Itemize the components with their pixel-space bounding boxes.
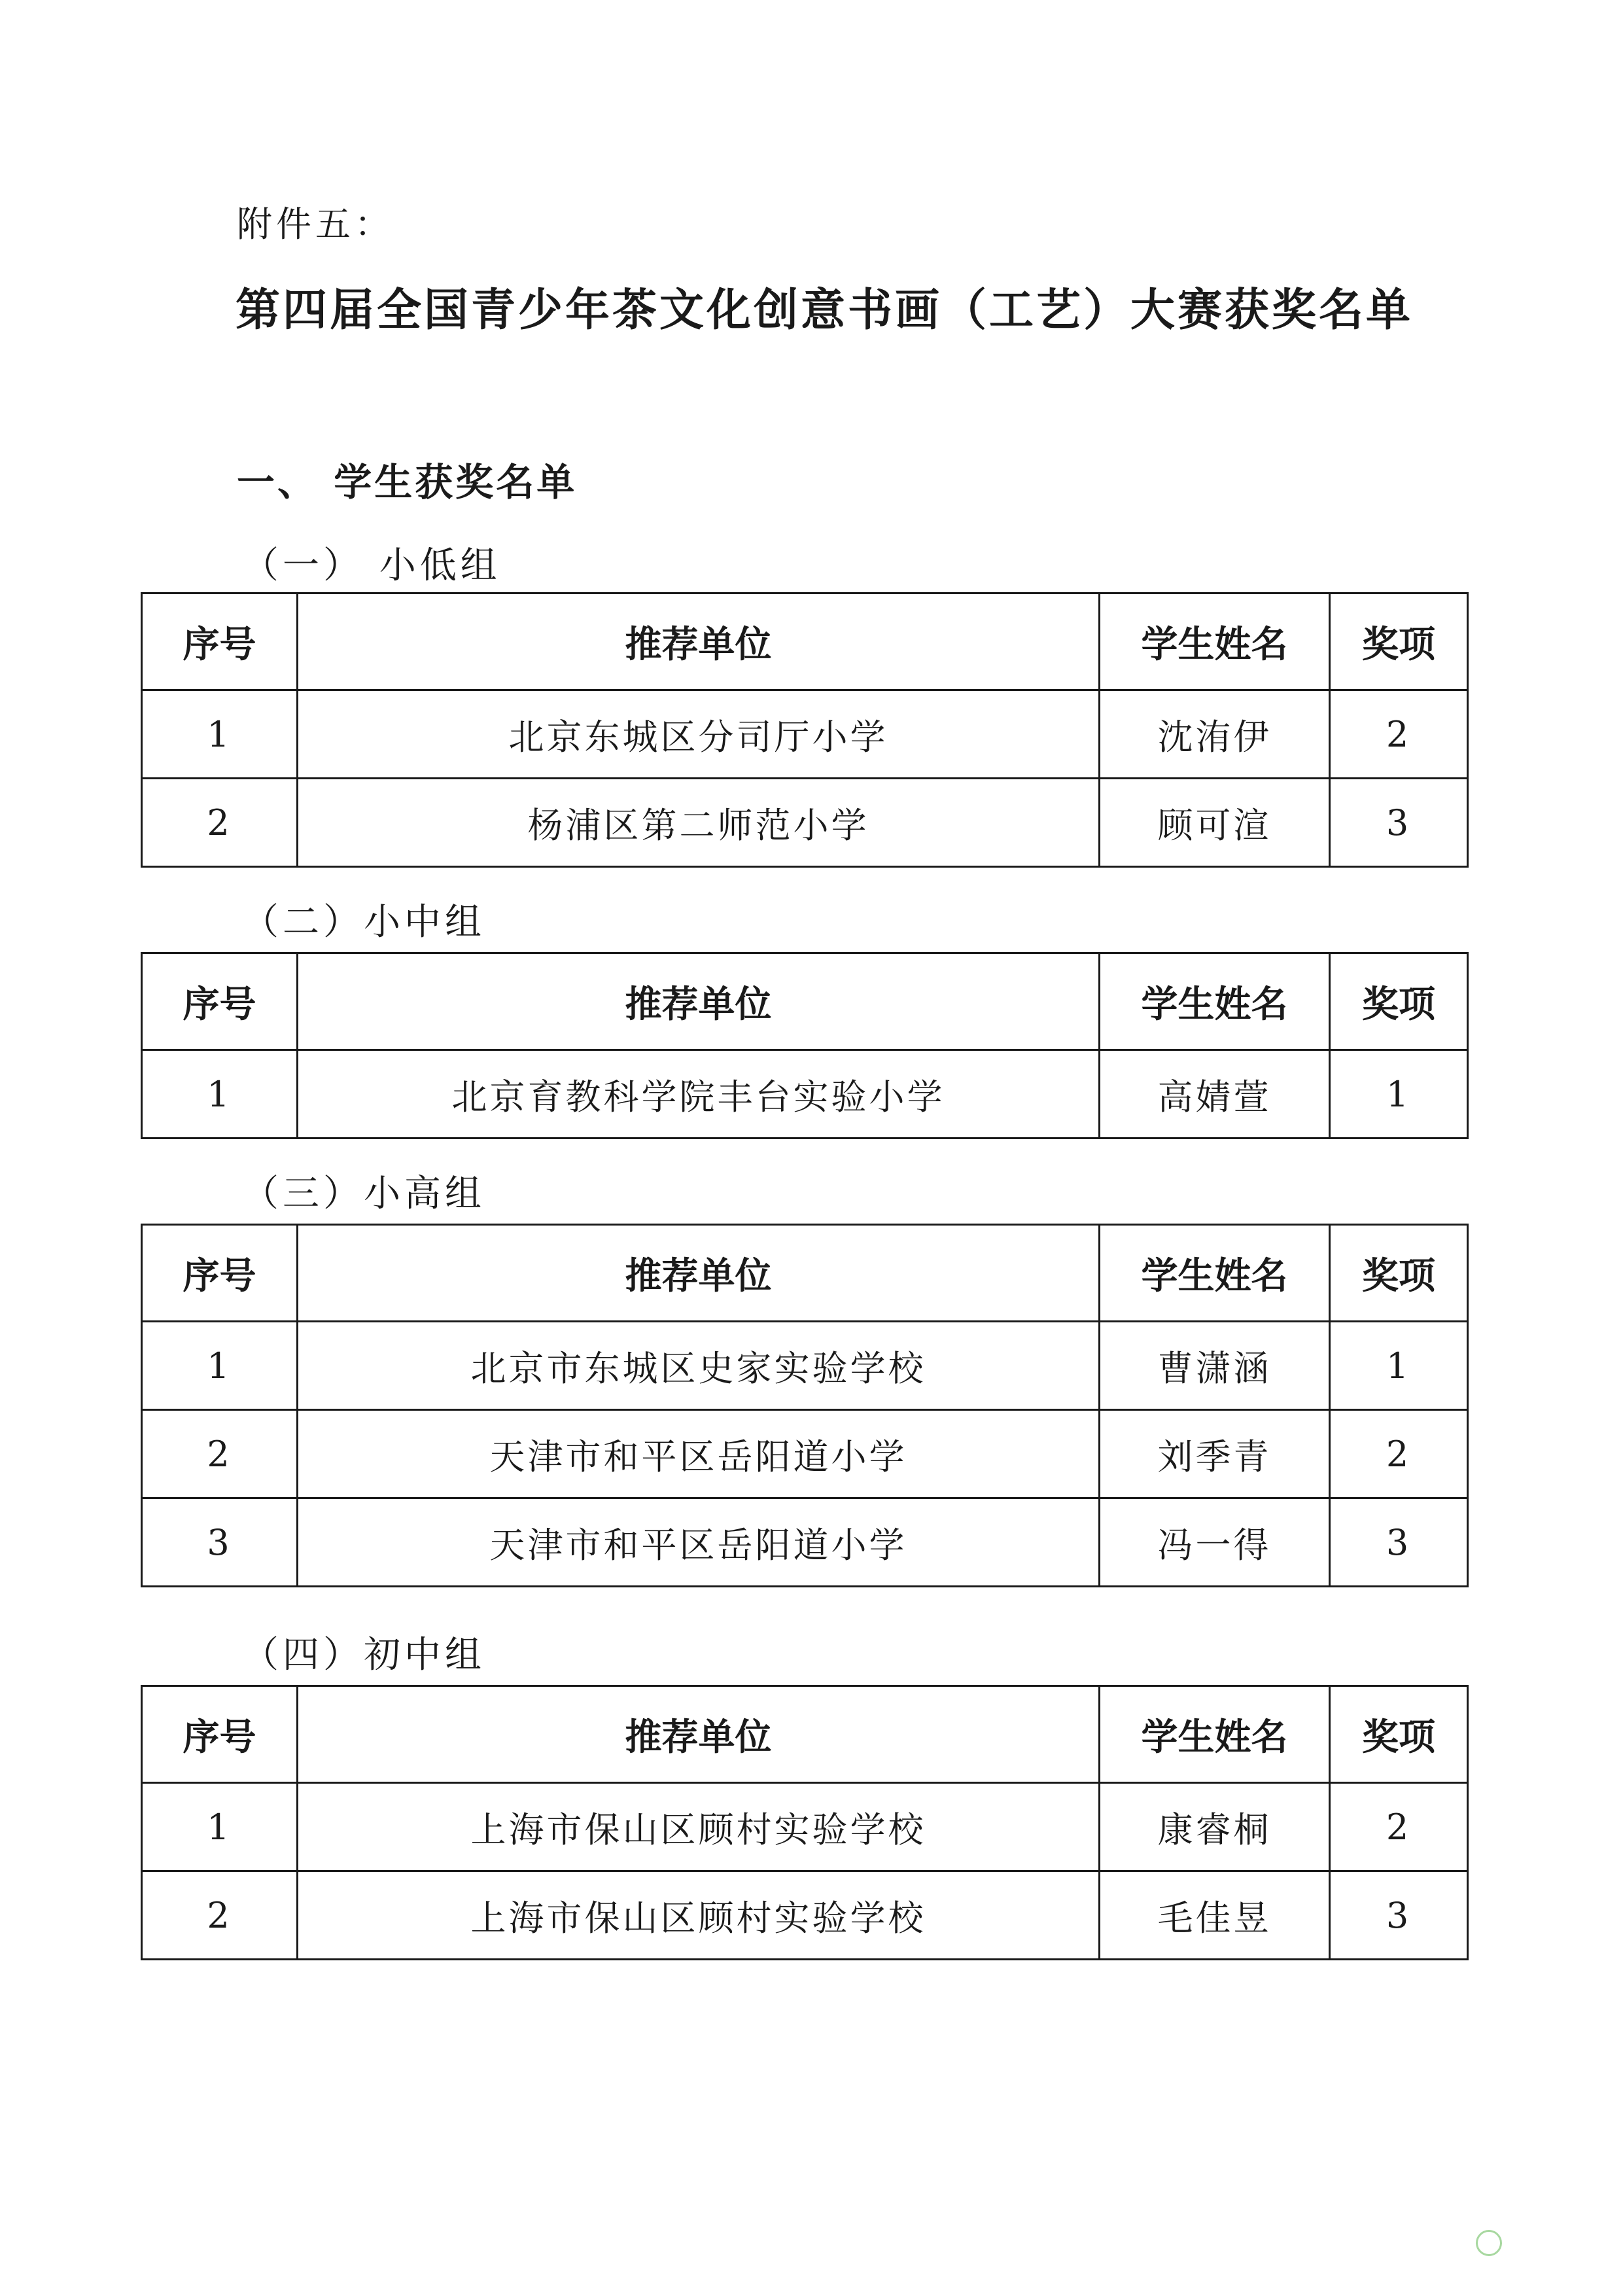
cell-name: 刘季青 — [1100, 1410, 1330, 1498]
cell-unit: 上海市保山区顾村实验学校 — [298, 1783, 1100, 1871]
header-no: 序号 — [142, 1225, 298, 1322]
cell-name: 毛佳昱 — [1100, 1871, 1330, 1960]
header-name: 学生姓名 — [1100, 593, 1330, 690]
header-award: 奖项 — [1330, 1686, 1468, 1783]
table-row — [142, 690, 1468, 779]
table-header-row — [142, 1225, 1468, 1322]
table-header-row — [142, 953, 1468, 1050]
cell-award: 1 — [1330, 1050, 1468, 1139]
header-name: 学生姓名 — [1100, 953, 1330, 1050]
cell-award: 3 — [1330, 1498, 1468, 1587]
cell-name: 沈洧伊 — [1100, 690, 1330, 779]
cell-no: 2 — [142, 1410, 298, 1498]
cell-no: 1 — [142, 1783, 298, 1871]
cell-award: 1 — [1330, 1322, 1468, 1410]
document-title: 第四届全国青少年茶文化创意书画（工艺）大赛获奖名单 — [235, 285, 1413, 336]
cell-unit: 杨浦区第二师范小学 — [298, 779, 1100, 867]
group-heading-1: （一） 小低组 — [242, 544, 501, 587]
table-header-row — [142, 1686, 1468, 1783]
award-table-4 — [141, 1685, 1469, 1960]
header-award: 奖项 — [1330, 1225, 1468, 1322]
header-no: 序号 — [142, 1686, 298, 1783]
cell-no: 1 — [142, 1050, 298, 1139]
cell-award: 2 — [1330, 1410, 1468, 1498]
cell-name: 曹潇涵 — [1100, 1322, 1330, 1410]
cell-no: 1 — [142, 1322, 298, 1410]
attachment-label: 附件五： — [237, 203, 394, 245]
table-header-row — [142, 593, 1468, 690]
award-table-3 — [141, 1224, 1469, 1587]
header-name: 学生姓名 — [1100, 1225, 1330, 1322]
cell-name: 冯一得 — [1100, 1498, 1330, 1587]
table-row — [142, 1871, 1468, 1960]
cell-unit: 天津市和平区岳阳道小学 — [298, 1498, 1100, 1587]
table-row — [142, 1050, 1468, 1139]
cell-no: 3 — [142, 1498, 298, 1587]
table-row — [142, 1498, 1468, 1587]
cell-unit: 天津市和平区岳阳道小学 — [298, 1410, 1100, 1498]
group-heading-3: （三）小高组 — [242, 1173, 485, 1215]
cell-award: 2 — [1330, 1783, 1468, 1871]
table-row — [142, 1322, 1468, 1410]
group-heading-2: （二）小中组 — [242, 901, 485, 944]
header-no: 序号 — [142, 593, 298, 690]
cell-no: 2 — [142, 1871, 298, 1960]
award-table-1 — [141, 592, 1469, 868]
cell-award: 3 — [1330, 779, 1468, 867]
cell-unit: 上海市保山区顾村实验学校 — [298, 1871, 1100, 1960]
cell-name: 顾可渲 — [1100, 779, 1330, 867]
cell-name: 高婧萱 — [1100, 1050, 1330, 1139]
header-unit: 推荐单位 — [298, 593, 1100, 690]
cell-name: 康睿桐 — [1100, 1783, 1330, 1871]
cell-award: 2 — [1330, 690, 1468, 779]
table-row — [142, 779, 1468, 867]
cell-no: 2 — [142, 779, 298, 867]
header-name: 学生姓名 — [1100, 1686, 1330, 1783]
header-award: 奖项 — [1330, 953, 1468, 1050]
cell-no: 1 — [142, 690, 298, 779]
header-award: 奖项 — [1330, 593, 1468, 690]
table-row — [142, 1410, 1468, 1498]
header-unit: 推荐单位 — [298, 1686, 1100, 1783]
award-table-2 — [141, 952, 1469, 1139]
corner-circle-mark — [1476, 2230, 1502, 2256]
cell-unit: 北京东城区分司厅小学 — [298, 690, 1100, 779]
table-row — [142, 1783, 1468, 1871]
header-unit: 推荐单位 — [298, 953, 1100, 1050]
header-unit: 推荐单位 — [298, 1225, 1100, 1322]
cell-unit: 北京市东城区史家实验学校 — [298, 1322, 1100, 1410]
group-heading-4: （四）初中组 — [242, 1634, 485, 1676]
cell-unit: 北京育教科学院丰台实验小学 — [298, 1050, 1100, 1139]
cell-award: 3 — [1330, 1871, 1468, 1960]
section-heading: 一、 学生获奖名单 — [237, 460, 578, 504]
header-no: 序号 — [142, 953, 298, 1050]
